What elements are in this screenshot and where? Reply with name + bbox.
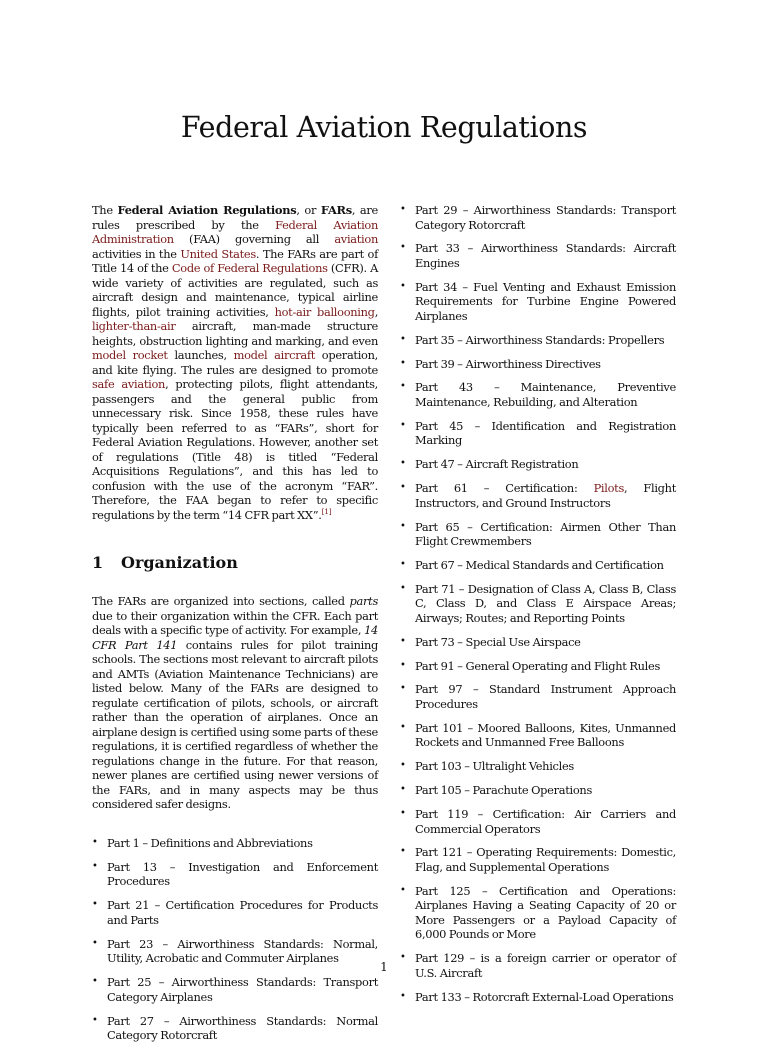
bullet-icon: • xyxy=(92,976,98,987)
list-item-text: Part 121 – Operating Requirements: Domestic, Flag, and Supplemental Operations xyxy=(415,845,676,874)
page-title: Federal Aviation Regulations xyxy=(180,111,588,144)
list-item xyxy=(400,635,676,650)
bullet-icon: • xyxy=(400,558,406,570)
list-item-text: Part 119 – Certification: Air Carriers and Commercial Operators xyxy=(415,807,676,836)
bullet-icon: • xyxy=(400,242,406,254)
link-code-of-federal-regulations[interactable]: Code of Federal Regulations xyxy=(171,261,328,275)
list-item xyxy=(400,721,676,750)
link-faa[interactable]: Federal Aviation Administration xyxy=(92,217,379,246)
link-hot-air-ballooning[interactable]: hot-air ballooning xyxy=(274,304,375,319)
list-item-text: Part 47 – Aircraft Registration xyxy=(415,457,579,472)
term-parts: parts xyxy=(349,594,378,608)
bullet-icon: • xyxy=(400,458,406,470)
org-text: The FARs are organized into sections, called xyxy=(92,594,350,608)
list-item-text: Part 91 – General Operating and Flight Rules xyxy=(415,658,661,673)
bullet-icon: • xyxy=(400,333,406,345)
link-lighter-than-air[interactable]: lighter-than-air xyxy=(92,319,176,333)
list-item-text: Part 125 – Certification and Operations: Airplanes Having a Seating Capacity of 20 or More Passengers or a Payload Capacity of 6,000 Pounds or More xyxy=(415,883,676,942)
list-item xyxy=(92,860,378,889)
bullet-icon: • xyxy=(400,204,406,215)
term-fars: FARs xyxy=(320,203,352,217)
intro-text: (CFR). A wide variety of activities are regulated, such as aircraft design and maintenance, typical airline flights, pilot training activities, xyxy=(92,261,378,319)
intro-text: . The FARs are part of Title 14 of the xyxy=(92,246,378,275)
intro-text: aircraft, man-made structure heights, obstruction lighting and marking, and even xyxy=(92,319,378,348)
list-item xyxy=(400,457,676,472)
reference-1-link[interactable]: [1] xyxy=(321,506,332,516)
intro-text: , xyxy=(374,304,379,319)
parts-list-left xyxy=(92,836,378,1043)
list-item xyxy=(92,898,378,927)
bullet-icon: • xyxy=(400,683,406,695)
list-item-text: Part 39 – Airworthiness Directives xyxy=(415,356,601,371)
term-federal-aviation-regulations: Federal Aviation Regulations xyxy=(117,203,297,217)
bullet-icon: • xyxy=(400,846,406,858)
bullet-icon: • xyxy=(400,990,406,1002)
list-item-text: Part 61 – Certification: Pilots, Flight Instructors, and Ground Instructors xyxy=(415,481,676,510)
term-14-cfr-part-141: 14 CFR Part 141 xyxy=(92,623,378,652)
list-item-text: Part 45 – Identification and Registration Marking xyxy=(415,418,676,448)
bullet-icon: • xyxy=(92,1014,98,1026)
list-item-text: Part 43 – Maintenance, Preventive Maintenance, Rebuilding, and Alteration xyxy=(415,380,676,409)
organization-paragraph xyxy=(92,594,378,812)
list-item-text: Part 34 – Fuel Venting and Exhaust Emission Requirements for Turbine Engine Powered Airplanes xyxy=(415,279,676,323)
list-item xyxy=(400,203,676,232)
list-item xyxy=(92,836,378,851)
bullet-icon: • xyxy=(400,635,406,647)
list-item xyxy=(400,333,676,348)
bullet-icon: • xyxy=(400,760,406,772)
list-item xyxy=(400,357,676,372)
bullet-icon: • xyxy=(400,784,406,796)
bullet-icon: • xyxy=(92,860,98,872)
bullet-icon: • xyxy=(400,381,406,393)
intro-text: The xyxy=(92,203,118,217)
intro-text: , are rules prescribed by the xyxy=(92,203,378,232)
list-item-text: Part 27 – Airworthiness Standards: Normal Category Rotorcraft xyxy=(107,1013,378,1042)
list-item-text: Part 101 – Moored Balloons, Kites, Unmanned Rockets and Unmanned Free Balloons xyxy=(415,720,676,750)
bullet-icon: • xyxy=(400,419,406,431)
bullet-icon: • xyxy=(92,836,98,848)
list-item-text: Part 67 – Medical Standards and Certification xyxy=(415,557,664,572)
bullet-icon: • xyxy=(92,937,98,949)
link-pilots[interactable]: Pilots xyxy=(593,481,624,496)
list-item xyxy=(400,759,676,774)
list-item xyxy=(400,241,676,270)
list-item-text: Part 1 – Definitions and Abbreviations xyxy=(107,835,313,850)
list-item-text: Part 35 – Airworthiness Standards: Propellers xyxy=(415,332,665,347)
intro-text: launches, xyxy=(167,348,234,362)
bullet-icon: • xyxy=(400,808,406,820)
intro-text: operation, and kite flying. The rules are designed to promote xyxy=(92,348,378,377)
section-heading-organization xyxy=(92,552,378,574)
list-item xyxy=(400,380,676,409)
link-model-aircraft[interactable]: model aircraft xyxy=(233,348,316,362)
list-item-text: Part 129 – is a foreign carrier or operator of U.S. Aircraft xyxy=(415,951,676,980)
bullet-icon: • xyxy=(400,520,406,532)
list-item xyxy=(400,659,676,674)
list-item xyxy=(92,975,378,1004)
list-item xyxy=(400,990,676,1005)
bullet-icon: • xyxy=(400,582,406,594)
list-item xyxy=(400,783,676,798)
link-united-states[interactable]: United States xyxy=(180,246,256,261)
bullet-icon: • xyxy=(400,280,406,292)
intro-text: activities in the xyxy=(92,246,181,261)
list-item-text: Part 105 – Parachute Operations xyxy=(415,783,593,798)
intro-text: , protecting pilots, flight attendants, passengers and the general public from unnecessary risk. Since 1958, these rules have typically been referred to as “FARs”, short for Federal Aviation Regulations. However, another set of regulations (Title 48) is titled “Federal Acquisitions Regulations”, and this has led to confusion with the use of the acronym “FAR”. Therefore, the FAA began to refer to specific regulations by the term “14 CFR part XX”. xyxy=(92,377,378,522)
bullet-icon: • xyxy=(400,952,406,964)
bullet-icon: • xyxy=(400,482,406,494)
bullet-icon: • xyxy=(400,721,406,733)
org-text: due to their organization within the CFR. Each part deals with a specific type of activity. For example, xyxy=(92,608,378,637)
org-text: contains rules for pilot training schools. The sections most relevant to aircraft pilots and AMTs (Aviation Maintenance Technicians) are listed below. Many of the FARs are designed to regulate certification of pilots, schools, or aircraft rather than the operation of airplanes. Once an airplane design is certified using some parts of these regulations, it is certified regardless of whether the regulations change in the future. For that reason, newer planes are certified using newer versions of the FARs, and in many aspects may be thus considered safer designs. xyxy=(92,637,379,811)
section-number: 1 xyxy=(92,553,104,572)
link-safe-aviation[interactable]: safe aviation xyxy=(92,377,166,391)
intro-text: , or xyxy=(296,203,321,217)
link-model-rocket[interactable]: model rocket xyxy=(92,348,168,362)
left-column xyxy=(92,203,378,1052)
list-item xyxy=(400,682,676,711)
bullet-icon: • xyxy=(400,884,406,896)
bullet-icon: • xyxy=(400,659,406,671)
section-title: Organization xyxy=(121,553,238,572)
list-item xyxy=(400,558,676,573)
list-item-text: Part 33 – Airworthiness Standards: Aircraft Engines xyxy=(415,241,676,270)
list-item xyxy=(400,845,676,874)
list-item xyxy=(400,280,676,324)
intro-text: (FAA) governing all xyxy=(173,232,335,246)
list-item-text: Part 97 – Standard Instrument Approach Procedures xyxy=(415,682,676,711)
list-item-text: Part 133 – Rotorcraft External-Load Operations xyxy=(415,989,674,1004)
list-item-text: Part 29 – Airworthiness Standards: Transport Category Rotorcraft xyxy=(415,203,676,232)
right-column xyxy=(400,203,676,1013)
list-item xyxy=(400,520,676,549)
list-item-text: Part 23 – Airworthiness Standards: Normal, Utility, Acrobatic and Commuter Airplanes xyxy=(107,936,378,965)
list-item-text: Part 71 – Designation of Class A, Class B, Class C, Class D, and Class E Airspace Areas; Airways; Routes; and Reporting Points xyxy=(415,581,676,625)
list-item xyxy=(400,807,676,836)
page-number: 1 xyxy=(380,960,388,974)
list-item xyxy=(400,582,676,626)
list-item xyxy=(400,884,676,942)
list-item-text: Part 13 – Investigation and Enforcement Procedures xyxy=(107,859,378,888)
intro-paragraph xyxy=(92,203,378,522)
list-item-text: Part 21 – Certification Procedures for Products and Parts xyxy=(107,898,378,927)
parts-list-right xyxy=(400,203,676,1004)
list-item-text: Part 65 – Certification: Airmen Other Than Flight Crewmembers xyxy=(415,519,676,549)
list-item-text: Part 73 – Special Use Airspace xyxy=(415,634,581,649)
link-aviation[interactable]: aviation xyxy=(334,232,378,246)
bullet-icon: • xyxy=(92,899,98,910)
list-item-text: Part 103 – Ultralight Vehicles xyxy=(415,759,574,774)
list-item xyxy=(92,1014,378,1043)
list-item xyxy=(400,481,676,510)
bullet-icon: • xyxy=(400,357,406,369)
list-item-text: Part 25 – Airworthiness Standards: Transport Category Airplanes xyxy=(107,975,378,1004)
list-item xyxy=(400,419,676,448)
